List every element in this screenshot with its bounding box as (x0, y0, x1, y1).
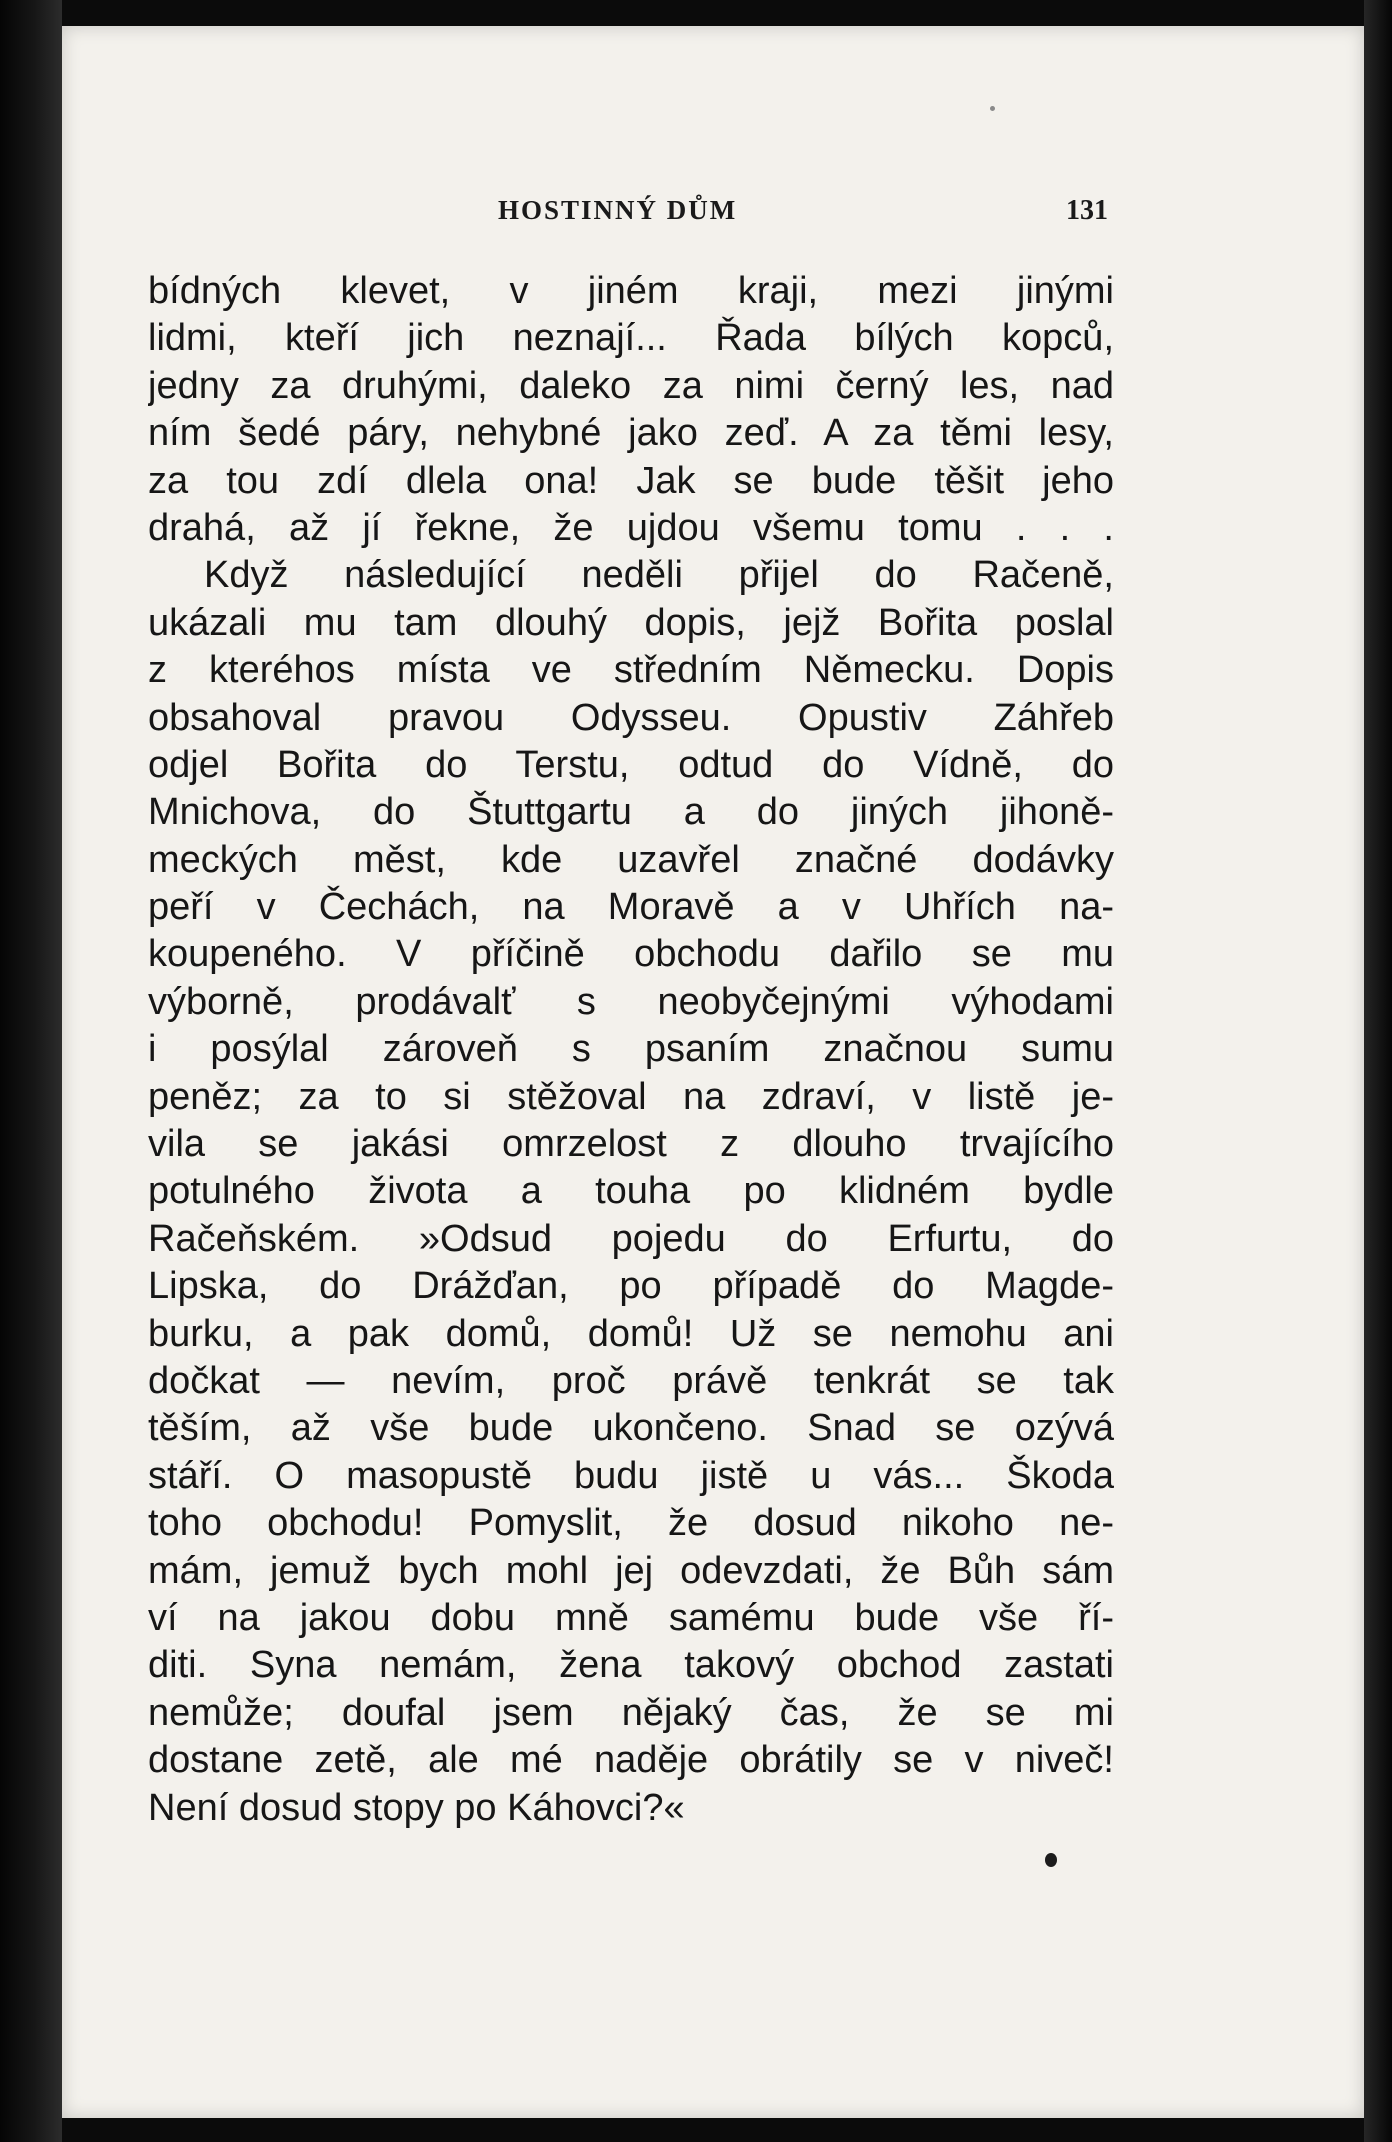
text-line: dostane zetě, ale mé naděje obrátily se v niveč! (148, 1739, 1114, 1782)
running-title: HOSTINNÝ DŮM (498, 195, 738, 225)
text-line: drahá, až jí řekne, že ujdou všemu tomu . . . (148, 506, 1114, 549)
text-line: stáří. O masopustě budu jistě u vás... Škoda (148, 1454, 1114, 1497)
text-line: Račeňském. »Odsud pojedu do Erfurtu, do (148, 1217, 1114, 1260)
text-line: obsahoval pravou Odysseu. Opustiv Záhřeb (148, 696, 1114, 739)
text-line: meckých měst, kde uzavřel značné dodávky (148, 838, 1114, 881)
text-line: i posýlal zároveň s psaním značnou sumu (148, 1028, 1114, 1071)
text-line: Není dosud stopy po Káhovci?« (148, 1786, 685, 1829)
page-number: 131 (1066, 195, 1108, 226)
text-line: z kteréhos místa ve středním Německu. Dopis (148, 649, 1114, 692)
text-line: mám, jemuž bych mohl jej odevzdati, že Bůh sám (148, 1549, 1114, 1592)
text-line: Když následující neděli přijel do Račeně, (204, 554, 1114, 597)
text-line: za tou zdí dlela ona! Jak se bude těšit jeho (148, 459, 1114, 502)
text-line: peří v Čechách, na Moravě a v Uhřích na- (148, 886, 1114, 929)
text-line: burku, a pak domů, domů! Už se nemohu ani (148, 1312, 1114, 1355)
text-line: odjel Bořita do Terstu, odtud do Vídně, do (148, 743, 1114, 786)
text-line: bídných klevet, v jiném kraji, mezi jinými (148, 270, 1114, 312)
text-line: ním šedé páry, nehybné jako zeď. A za těmi lesy, (148, 412, 1114, 455)
text-line: Lipska, do Drážďan, po případě do Magde- (148, 1265, 1114, 1308)
scan-border-left (0, 0, 62, 2142)
body-text (148, 268, 1114, 1832)
text-line: ukázali mu tam dlouhý dopis, jejž Bořita poslal (148, 601, 1114, 644)
text-line: Mnichova, do Štuttgartu a do jiných jihoně- (148, 791, 1114, 834)
ink-speck (1045, 1853, 1057, 1867)
text-line: toho obchodu! Pomyslit, že dosud nikoho ne- (148, 1502, 1114, 1545)
text-line: koupeného. V příčině obchodu dařilo se mu (148, 933, 1114, 976)
running-header (150, 195, 1116, 235)
text-line: diti. Syna nemám, žena takový obchod zastati (148, 1644, 1114, 1687)
text-line: nemůže; doufal jsem nějaký čas, že se mi (148, 1691, 1114, 1734)
scan-border-right (1364, 0, 1392, 2142)
text-line: potulného života a touha po klidném bydle (148, 1170, 1114, 1213)
text-line: peněz; za to si stěžoval na zdraví, v listě je- (148, 1075, 1114, 1118)
paper-speck (990, 106, 995, 111)
text-line: lidmi, kteří jich neznají... Řada bílých kopců, (148, 317, 1114, 360)
text-line: jedny za druhými, daleko za nimi černý les, nad (148, 364, 1114, 407)
text-line: ví na jakou dobu mně samému bude vše ří- (148, 1596, 1114, 1639)
text-line: vila se jakási omrzelost z dlouho trvajícího (148, 1123, 1114, 1166)
text-line: výborně, prodávalť s neobyčejnými výhodami (148, 980, 1114, 1023)
text-line: těším, až vše bude ukončeno. Snad se ozývá (148, 1407, 1114, 1450)
text-line: dočkat — nevím, proč právě tenkrát se tak (148, 1359, 1114, 1402)
